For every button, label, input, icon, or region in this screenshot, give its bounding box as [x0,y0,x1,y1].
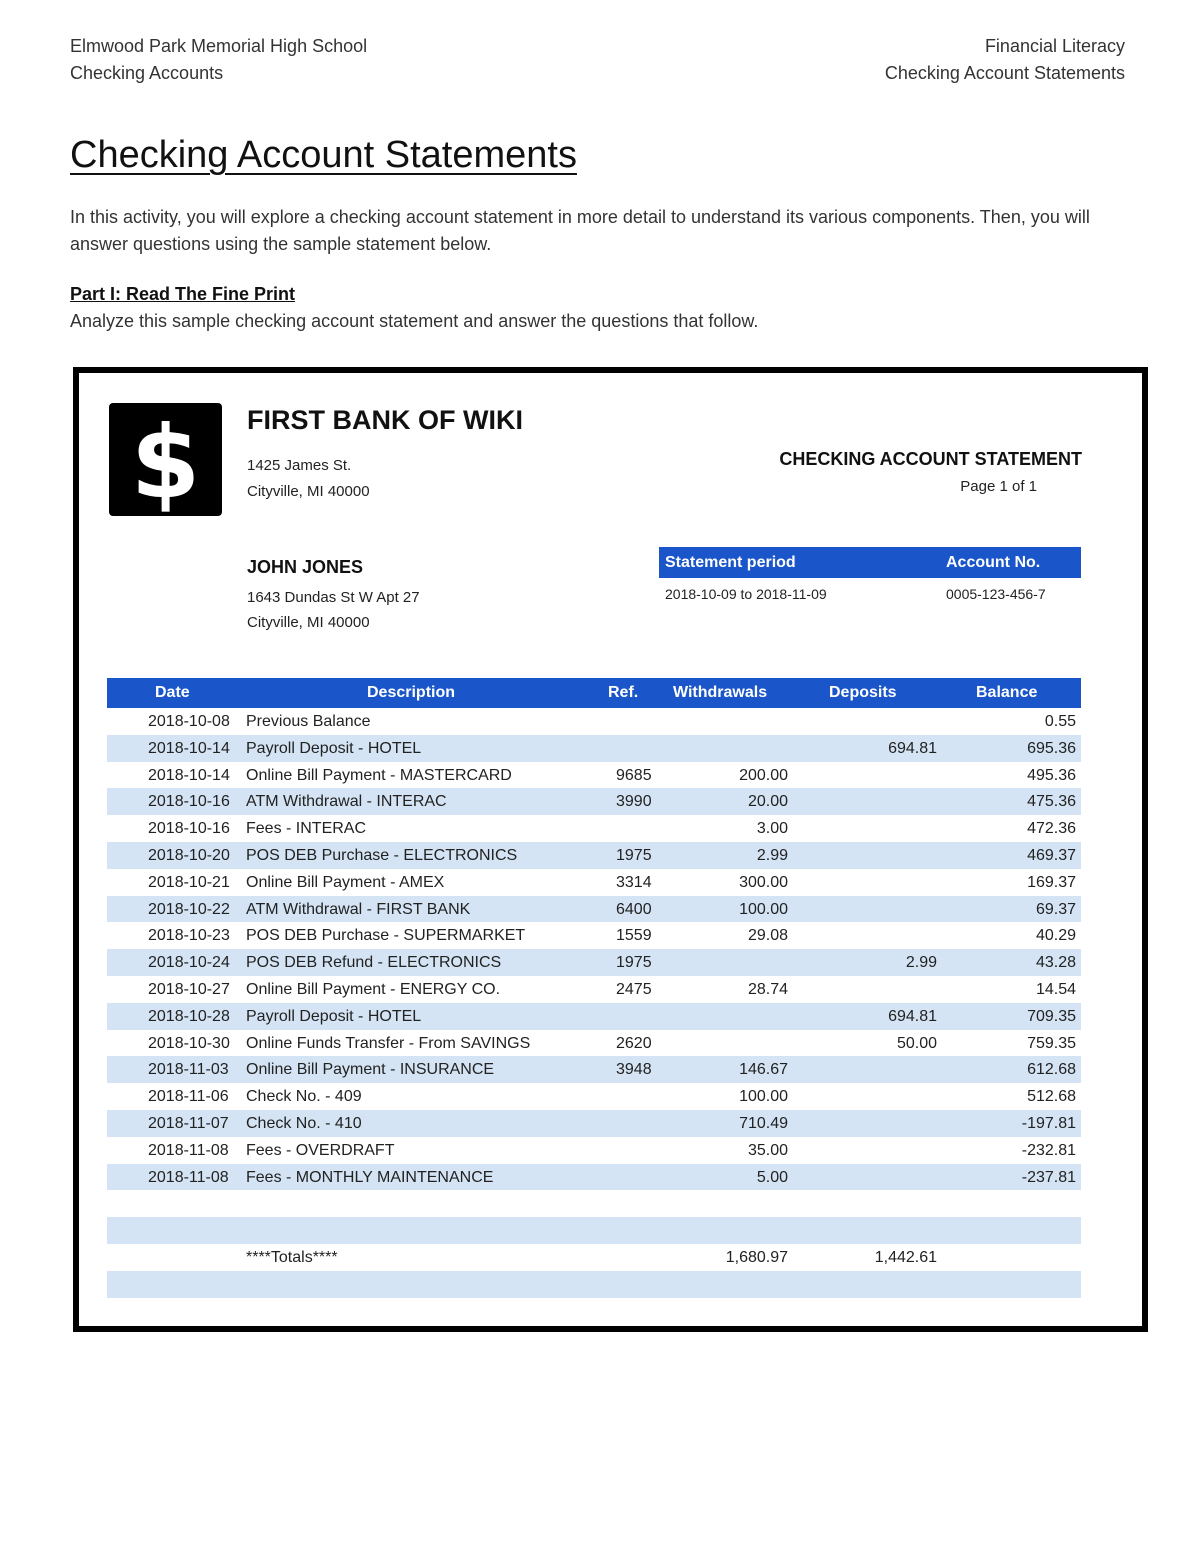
col-ref: Ref. [608,684,639,701]
cell-withdrawal: 710.49 [739,1114,788,1132]
cell-date: 2018-11-08 [148,1168,229,1186]
cell-balance: 495.36 [1027,766,1076,784]
cell-withdrawal: 29.08 [747,927,788,945]
cell-ref: 3314 [616,873,652,891]
cell-balance: -232.81 [1021,1141,1076,1159]
cell-date: 2018-10-14 [148,739,230,757]
cell-ref: 1975 [616,954,652,972]
cell-description: Fees - MONTHLY MAINTENANCE [246,1168,494,1186]
table-body [107,708,1081,1298]
cell-ref: 2475 [616,980,652,998]
cell-date: 2018-11-07 [148,1114,229,1132]
cell-date: 2018-11-06 [148,1088,229,1106]
spacer-row [107,1190,1081,1217]
cell-description: POS DEB Refund - ELECTRONICS [246,954,502,972]
account-info-box [659,547,1081,604]
cell-ref: 2620 [616,1034,652,1052]
part-heading: Part I: Read The Fine Print [70,284,296,304]
header-right [885,33,1125,87]
cell-description: Online Bill Payment - MASTERCARD [246,766,512,784]
cell-balance: 475.36 [1027,793,1076,811]
cell-description: Payroll Deposit - HOTEL [246,739,422,757]
cell-ref: 1975 [616,846,652,864]
statement-title: CHECKING ACCOUNT STATEMENT [779,449,1082,469]
cell-description: Payroll Deposit - HOTEL [246,1007,422,1025]
cell-date: 2018-10-23 [148,927,230,945]
intro-paragraph: In this activity, you will explore a checking account statement in more detail to understand its various components. Then, you will answer questions using the sample statement below. [70,207,1090,254]
unit-name: Checking Accounts [70,63,224,83]
cell-description: Check No. - 410 [246,1114,362,1132]
col-description: Description [367,684,456,701]
cell-ref: 1559 [616,927,652,945]
cell-date: 2018-10-22 [148,900,230,918]
transaction-table [107,678,1081,1298]
account-info-values [659,578,1081,604]
cell-date: 2018-10-28 [148,1007,230,1025]
cell-deposit: 694.81 [888,1007,937,1025]
cell-ref: 3990 [616,793,652,811]
cell-description: Previous Balance [246,713,371,730]
table-row [107,1137,1081,1164]
account-info-header [659,547,1081,578]
cell-balance: 612.68 [1027,1061,1076,1079]
course-name: Financial Literacy [984,36,1125,56]
cell-balance: 759.35 [1027,1034,1076,1052]
cell-deposit: 2.99 [905,954,937,972]
col-deposits: Deposits [829,684,897,701]
cell-date: 2018-10-21 [148,873,230,891]
bank-name: FIRST BANK OF WIKI [247,405,523,435]
table-row [107,922,1081,949]
cell-description: Online Funds Transfer - From SAVINGS [246,1034,531,1052]
svg-text:$: $ [130,404,201,516]
cell-description: ATM Withdrawal - FIRST BANK [246,900,471,918]
cell-date: 2018-10-30 [148,1034,230,1052]
table-row [107,1164,1081,1191]
cell-balance: 40.29 [1035,927,1076,945]
cell-balance: 169.37 [1027,873,1076,891]
cell-withdrawal: 2.99 [756,846,788,864]
cell-balance: -237.81 [1021,1168,1076,1186]
cell-description: Online Bill Payment - AMEX [246,873,445,891]
cell-date: 2018-11-03 [148,1061,229,1079]
cell-description: Online Bill Payment - ENERGY CO. [246,980,501,998]
table-row [107,1003,1081,1030]
cell-withdrawal: 20.00 [747,793,788,811]
cell-date: 2018-10-27 [148,980,230,998]
cell-description: Fees - OVERDRAFT [246,1141,395,1159]
cell-balance: 69.37 [1035,900,1076,918]
cell-withdrawal: 200.00 [739,766,788,784]
cell-date: 2018-10-24 [148,954,230,972]
cell-withdrawal: 5.00 [756,1168,788,1186]
school-name: Elmwood Park Memorial High School [70,36,368,56]
customer-name: JOHN JONES [247,557,364,577]
cell-ref: 9685 [616,766,652,784]
cell-balance: 14.54 [1035,980,1076,998]
cell-balance: -197.81 [1021,1114,1076,1132]
account-number-label: Account No. [946,554,1041,571]
sample-statement [73,367,1148,1332]
table-row [107,869,1081,896]
bank-address-line1: 1425 James St. [247,457,352,474]
statement-period-value: 2018-10-09 to 2018-11-09 [665,586,827,602]
cell-balance: 472.36 [1027,820,1076,838]
table-row [107,1056,1081,1083]
cell-date: 2018-10-20 [148,846,230,864]
page-number: Page 1 of 1 [960,478,1037,495]
cell-date: 2018-10-16 [148,820,230,838]
cell-date: 2018-10-14 [148,766,230,784]
table-row [107,1110,1081,1137]
totals-withdrawals: 1,680.97 [725,1248,788,1266]
header-left [70,33,367,87]
table-row [107,708,1081,735]
spacer-row [107,1217,1081,1244]
cell-balance: 469.37 [1027,846,1076,864]
statement-period-label: Statement period [665,554,796,571]
cell-balance: 0.55 [1044,713,1076,730]
cell-description: POS DEB Purchase - SUPERMARKET [246,927,526,945]
totals-row [107,1244,1081,1271]
table-row [107,842,1081,869]
table-row [107,976,1081,1003]
cell-withdrawal: 146.67 [739,1061,788,1079]
cell-date: 2018-10-16 [148,793,230,811]
cell-withdrawal: 100.00 [739,900,788,918]
lesson-name: Checking Account Statements [884,63,1125,83]
totals-deposits: 1,442.61 [874,1248,937,1266]
table-row [107,1083,1081,1110]
table-row [107,788,1081,815]
cell-description: POS DEB Purchase - ELECTRONICS [246,846,518,864]
dollar-sign-icon [109,403,222,516]
cell-ref: 3948 [616,1061,652,1079]
cell-description: Check No. - 409 [246,1088,362,1106]
cell-date: 2018-11-08 [148,1141,229,1159]
table-row [107,949,1081,976]
cell-withdrawal: 28.74 [747,980,788,998]
table-row [107,1030,1081,1057]
cell-balance: 695.36 [1027,739,1076,757]
table-header [107,678,1081,708]
cell-balance: 512.68 [1027,1088,1076,1106]
part-instructions: Analyze this sample checking account statement and answer the questions that follow. [70,311,759,331]
col-balance: Balance [976,684,1038,701]
spacer-row [107,1271,1081,1298]
cell-balance: 709.35 [1027,1007,1076,1025]
cell-description: ATM Withdrawal - INTERAC [246,793,447,811]
cell-ref: 6400 [616,900,652,918]
cell-description: Online Bill Payment - INSURANCE [246,1061,495,1079]
table-row [107,735,1081,762]
col-withdrawals: Withdrawals [673,684,768,701]
table-row [107,815,1081,842]
cell-withdrawal: 35.00 [747,1141,788,1159]
col-date: Date [155,684,190,701]
bank-address-line2: Cityville, MI 40000 [247,483,370,500]
cell-withdrawal: 300.00 [739,873,788,891]
customer-address-line2: Cityville, MI 40000 [247,614,370,631]
page-title: Checking Account Statements [70,134,577,176]
cell-balance: 43.28 [1035,954,1076,972]
cell-deposit: 50.00 [896,1034,937,1052]
cell-description: Fees - INTERAC [246,820,367,838]
totals-label: ****Totals**** [246,1248,338,1266]
table-row [107,762,1081,789]
cell-date: 2018-10-08 [148,713,230,730]
cell-deposit: 694.81 [888,739,937,757]
account-number-value: 0005-123-456-7 [946,586,1046,602]
cell-withdrawal: 3.00 [756,820,788,838]
customer-address-line1: 1643 Dundas St W Apt 27 [247,589,420,606]
cell-withdrawal: 100.00 [739,1088,788,1106]
table-row [107,896,1081,923]
